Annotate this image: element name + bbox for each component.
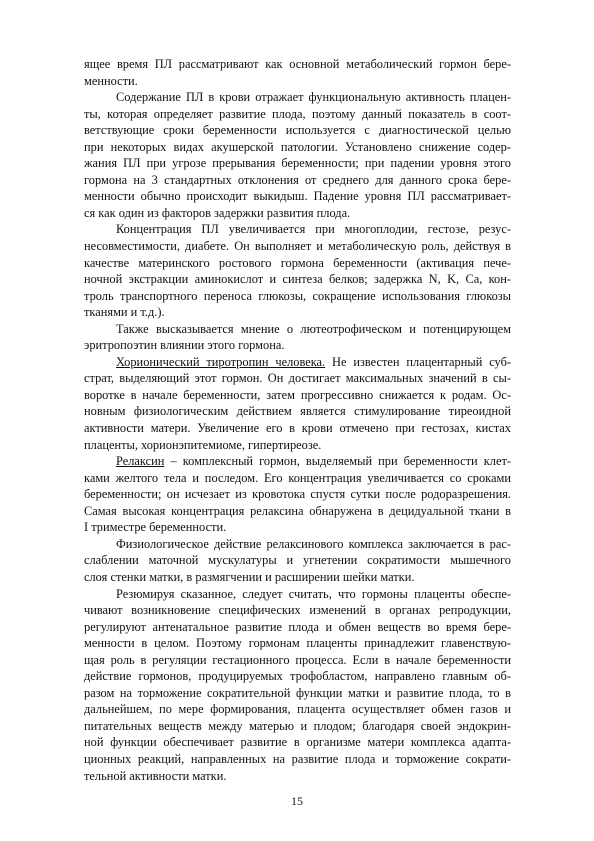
text-line — [84, 734, 511, 751]
line-text: гормона на 3 стандартных отклонения от среднего для данного срока бере- — [84, 172, 511, 187]
text-line — [84, 139, 511, 156]
line-text: ся как один из факторов задержки развития плода. — [84, 205, 351, 220]
line-text: слоя стенки матки, в размягчении и расширении шейки матки. — [84, 569, 415, 584]
text-line — [84, 89, 511, 106]
line-text: слаблении маточной мускулатуры и угнетении сократимости мышечного — [84, 553, 511, 568]
line-text: воротке в начале беременности, затем прогрессивно снижается к родам. Ос- — [84, 387, 511, 402]
line-text: действие гормонов, продуцируемых трофобластом, направлено главным об- — [84, 669, 511, 684]
text-line — [84, 552, 511, 569]
text-line — [84, 652, 511, 669]
text-line — [84, 569, 511, 586]
page-body — [84, 56, 511, 784]
line-text: Физиологическое действие релаксинового комплекса заключается в рас- — [116, 536, 511, 551]
line-text: беременности; он исчезает из кровотока спустя сутки после родоразрешения. — [84, 487, 511, 502]
line-text: эритропоэтин влиянии этого гормона. — [84, 338, 285, 353]
text-line — [84, 354, 511, 371]
line-text: Также высказывается мнение о лютеотрофическом и потенцирующем — [116, 321, 511, 336]
text-line — [84, 304, 511, 321]
text-line — [84, 56, 511, 73]
text-line — [84, 751, 511, 768]
text-line — [84, 619, 511, 636]
line-text: дальнейшем, по мере формирования, плацента осуществляет обмен газов и — [84, 702, 511, 717]
text-line — [84, 519, 511, 536]
text-line — [84, 437, 511, 454]
line-text: питательных веществ между матерью и плодом; благодаря своей эндокрин- — [84, 718, 511, 733]
line-text: жания ПЛ при угрозе прерывания беременности; при падении уровня этого — [84, 156, 511, 171]
line-text: при некоторых видах акушерской патологии. Установлено снижение содер- — [84, 139, 511, 154]
line-text: плаценты, хорионэпитемиоме, гипертиреозе. — [84, 437, 322, 452]
line-text: несовместимости, диабете. Он выполняет и метаболическую роль, действуя в — [84, 239, 511, 254]
text-line — [84, 470, 511, 487]
text-line — [84, 172, 511, 189]
text-line — [84, 586, 511, 603]
text-line — [84, 635, 511, 652]
text-line — [84, 205, 511, 222]
line-text: ной функции обеспечивает развитие в организме матери комплекса адапта- — [84, 735, 511, 750]
text-line — [84, 536, 511, 553]
line-text: тканями и т.д.). — [84, 305, 165, 320]
text-line — [84, 73, 511, 90]
line-text: Концентрация ПЛ увеличивается при многоплодии, гестозе, резус- — [116, 222, 511, 237]
text-line — [84, 238, 511, 255]
line-text: ночной экстракции аминокислот и синтеза белков; задержка N, K, Ca, кон- — [84, 272, 511, 287]
text-line — [84, 106, 511, 123]
text-line — [84, 768, 511, 785]
text-line — [84, 288, 511, 305]
text-line — [84, 387, 511, 404]
text-line — [84, 321, 511, 338]
text-line — [84, 602, 511, 619]
text-line — [84, 255, 511, 272]
line-text: Не известен плацентарный суб- — [325, 354, 511, 369]
line-text: тельной активности матки. — [84, 768, 227, 783]
line-text: менности. — [84, 73, 138, 88]
line-text: ты, которая определяет развитие плода, поэтому данный показатель в соот- — [84, 106, 511, 121]
text-line — [84, 122, 511, 139]
text-line — [84, 701, 511, 718]
line-text: новным физиологическим действием является стимулирование тиреоидной — [84, 404, 511, 419]
line-text: регулируют антенатальное развитие плода и обмен веществ во время бере- — [84, 619, 511, 634]
line-text: Самая высокая концентрация релаксина обнаружена в децидуальной ткани в — [84, 503, 511, 518]
line-text: ционных реакций, направленных на развитие плода и торможение сократи- — [84, 751, 511, 766]
line-text: щая роль в регуляции гестационного процесса. Если в начале беременности — [84, 652, 511, 667]
line-text: активности матери. Увеличение его в крови отмечено при гестозах, кистах — [84, 421, 511, 436]
text-line — [84, 503, 511, 520]
line-text: – комплексный гормон, выделяемый при беременности клет- — [164, 454, 511, 469]
text-line — [84, 221, 511, 238]
line-text: ветствующие сроки беременности используется с диагностической целью — [84, 123, 511, 138]
text-line — [84, 337, 511, 354]
text-line — [84, 718, 511, 735]
text-line — [84, 271, 511, 288]
line-text: менности обычно происходит выкидыш. Падение уровня ПЛ рассматривает- — [84, 189, 511, 204]
text-line — [84, 370, 511, 387]
text-line — [84, 420, 511, 437]
underlined-term: Релаксин — [116, 454, 165, 469]
line-text: менности в целом. Поэтому гормонам плаценты принадлежит главенствую- — [84, 636, 511, 651]
page-number: 15 — [291, 794, 303, 808]
line-text: троль транспортного переноса глюкозы, сокращение использования глюкозы — [84, 288, 511, 303]
line-text: ками желтого тела и последом. Его концентрация увеличивается со сроками — [84, 470, 511, 485]
text-line — [84, 668, 511, 685]
text-line — [84, 453, 511, 470]
text-line — [84, 685, 511, 702]
line-text: страт, выделяющий этот гормон. Он достигает максимальных значений в сы- — [84, 371, 511, 386]
line-text: Резюмируя сказанное, следует считать, что гормоны плаценты обеспе- — [116, 586, 511, 601]
text-line — [84, 188, 511, 205]
text-line — [84, 155, 511, 172]
line-text: разом на торможение сократительной функции матки и развитие плода, то в — [84, 685, 511, 700]
line-text: I триместре беременности. — [84, 520, 227, 535]
underlined-term: Хорионический тиротропин человека. — [116, 354, 326, 369]
text-line — [84, 486, 511, 503]
line-text: чивают возникновение специфических изменений в органах репродукции, — [84, 603, 511, 618]
line-text: качестве материнского ростового гормона беременности (активация пече- — [84, 255, 511, 270]
text-line — [84, 403, 511, 420]
line-text: Содержание ПЛ в крови отражает функциональную активность плацен- — [116, 90, 511, 105]
line-text: ящее время ПЛ рассматривают как основной метаболический гормон бере- — [84, 57, 511, 71]
